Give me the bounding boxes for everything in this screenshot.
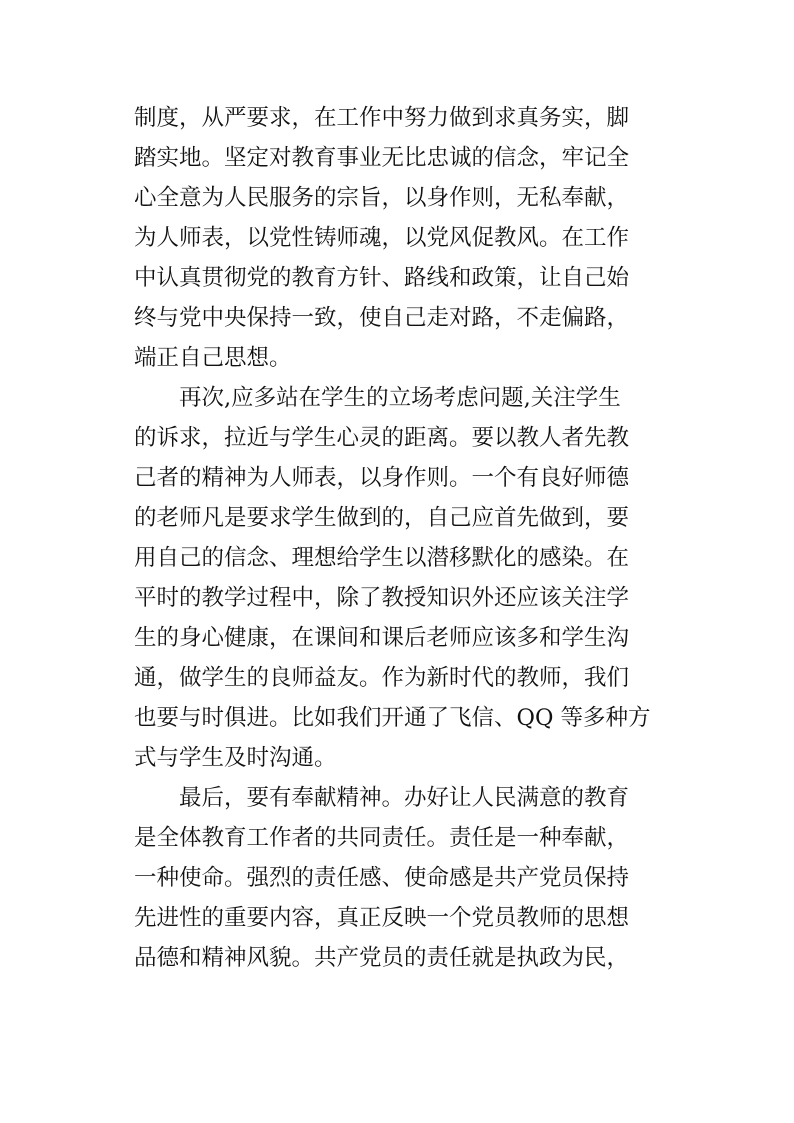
text-line: 为人师表，以党性铸师魂，以党风促教风。在工作	[134, 225, 630, 251]
paragraph-1	[134, 98, 662, 378]
text-line: 一种使命。强烈的责任感、使命感是共产党员保持	[134, 865, 630, 891]
text-line: 己者的精神为人师表，以身作则。一个有良好师德	[134, 465, 630, 491]
text-line: 式与学生及时沟通。	[134, 745, 337, 771]
text-line: 制度，从严要求，在工作中努力做到求真务实，脚	[134, 105, 630, 131]
paragraph-2	[134, 378, 662, 778]
text-line: 通，做学生的良师益友。作为新时代的教师，我们	[134, 665, 630, 691]
paragraph-3	[134, 778, 662, 978]
text-line: 最后，要有奉献精神。办好让人民满意的教育	[179, 785, 630, 811]
text-line: 再次,应多站在学生的立场考虑问题,关注学生	[179, 385, 621, 411]
text-line: 端正自己思想。	[134, 345, 292, 371]
text-line: 平时的教学过程中，除了教授知识外还应该关注学	[134, 585, 630, 611]
text-line: 中认真贯彻党的教育方针、路线和政策，让自己始	[134, 265, 630, 291]
text-line: 心全意为人民服务的宗旨，以身作则，无私奉献，	[134, 185, 630, 211]
text-line: 终与党中央保持一致，使自己走对路，不走偏路，	[134, 305, 630, 331]
text-line: 用自己的信念、理想给学生以潜移默化的感染。在	[134, 545, 630, 571]
text-line: 的老师凡是要求学生做到的，自己应首先做到，要	[134, 505, 630, 531]
text-line: 的诉求，拉近与学生心灵的距离。要以教人者先教	[134, 425, 630, 451]
document-page	[134, 98, 662, 978]
text-line: 生的身心健康，在课间和课后老师应该多和学生沟	[134, 625, 630, 651]
text-line: 品德和精神风貌。共产党员的责任就是执政为民，	[134, 945, 630, 971]
text-line: 是全体教育工作者的共同责任。责任是一种奉献，	[134, 825, 630, 851]
text-line: 先进性的重要内容，真正反映一个党员教师的思想	[134, 905, 630, 931]
text-line: 踏实地。坚定对教育事业无比忠诚的信念，牢记全	[134, 145, 630, 171]
text-line: 也要与时俱进。比如我们开通了飞信、QQ 等多种方	[134, 705, 651, 731]
